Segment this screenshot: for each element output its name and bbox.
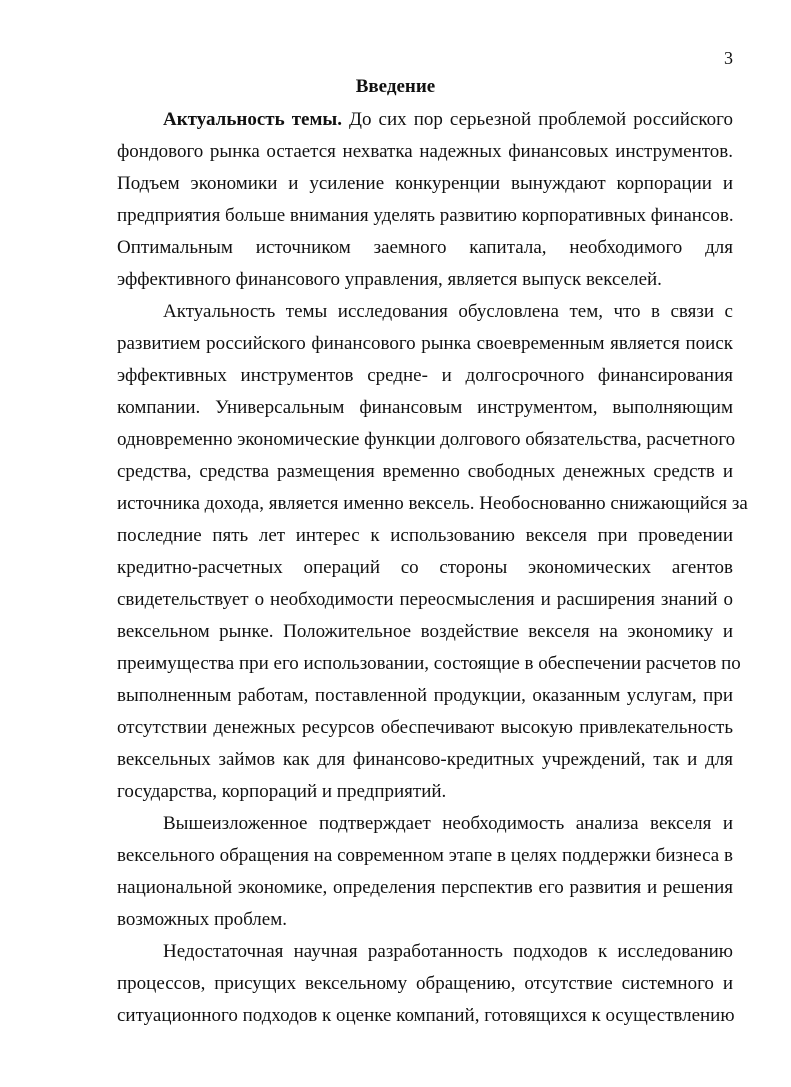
line-text: источника дохода, является именно вексель. Необоснованно снижающийся за (117, 493, 748, 514)
line-text: выполненным работам, поставленной продукции, оказанным услугам, при (117, 685, 733, 706)
line-text: Оптимальным источником заемного капитала, необходимого для (117, 237, 733, 258)
text-line (117, 877, 733, 899)
section-title: Введение (355, 76, 436, 97)
line-text: вексельном рынке. Положительное воздействие векселя на экономику и (117, 621, 733, 642)
line-text: эффективных инструментов средне- и долгосрочного финансирования (117, 365, 733, 386)
text-line (117, 397, 733, 419)
line-text: До сих пор серьезной проблемой российского (341, 109, 733, 130)
text-line (117, 461, 733, 483)
text-line (117, 525, 733, 547)
line-text: вексельных займов как для финансово-кредитных учреждений, так и для (117, 749, 733, 770)
lead-heading: Актуальность темы. (163, 109, 342, 130)
text-line (117, 589, 733, 611)
text-line (117, 685, 733, 707)
text-line (117, 909, 733, 931)
text-line (117, 1005, 733, 1027)
line-text: государства, корпораций и предприятий. (117, 781, 447, 802)
line-text: последние пять лет интерес к использованию векселя при проведении (117, 525, 733, 546)
line-text: вексельного обращения на современном этапе в целях поддержки бизнеса в (117, 845, 733, 866)
text-line (117, 749, 733, 771)
line-text: ситуационного подходов к оценке компаний, готовящихся к осуществлению (117, 1005, 735, 1026)
text-line (117, 237, 733, 259)
text-line (117, 845, 733, 867)
text-line (163, 301, 733, 323)
line-text: кредитно-расчетных операций со стороны экономических агентов (117, 557, 733, 578)
text-line (117, 973, 733, 995)
text-line (117, 621, 733, 643)
line-text: одновременно экономические функции долгового обязательства, расчетного (117, 429, 736, 450)
line-text: Подъем экономики и усиление конкуренции вынуждают корпорации и (117, 173, 733, 194)
text-line (117, 557, 733, 579)
line-text: отсутствии денежных ресурсов обеспечивают высокую привлекательность (117, 717, 733, 738)
text-line (117, 173, 733, 195)
text-line (163, 941, 733, 963)
text-line (163, 109, 733, 131)
text-line (117, 141, 733, 163)
line-text: свидетельствует о необходимости переосмысления и расширения знаний о (117, 589, 733, 610)
text-line (117, 781, 733, 803)
text-line (117, 333, 733, 355)
text-line (117, 365, 733, 387)
text-line (117, 717, 733, 739)
line-text: эффективного финансового управления, является выпуск векселей. (117, 269, 662, 290)
line-text: средства, средства размещения временно свободных денежных средств и (117, 461, 733, 482)
line-text: национальной экономике, определения перспектив его развития и решения (117, 877, 733, 898)
line-text: развитием российского финансового рынка своевременным является поиск (117, 333, 733, 354)
line-text: фондового рынка остается нехватка надежных финансовых инструментов. (117, 141, 733, 162)
text-line (117, 653, 741, 675)
line-text: предприятия больше внимания уделять развитию корпоративных финансов. (117, 205, 734, 226)
page-number: 3 (724, 48, 733, 68)
line-text: преимущества при его использовании, состоящие в обеспечении расчетов по (117, 653, 741, 674)
line-text: Вышеизложенное подтверждает необходимость анализа векселя и (163, 813, 733, 834)
line-text: компании. Универсальным финансовым инструментом, выполняющим (117, 397, 733, 418)
line-text: процессов, присущих вексельному обращению, отсутствие системного и (117, 973, 733, 994)
line-text: Недостаточная научная разработанность подходов к исследованию (163, 941, 733, 962)
text-line (117, 269, 733, 291)
text-line (117, 429, 736, 451)
text-line (117, 205, 733, 227)
line-text: возможных проблем. (117, 909, 287, 930)
line-text: Актуальность темы исследования обусловлена тем, что в связи с (163, 301, 733, 322)
text-line (163, 813, 733, 835)
text-line (117, 493, 748, 515)
